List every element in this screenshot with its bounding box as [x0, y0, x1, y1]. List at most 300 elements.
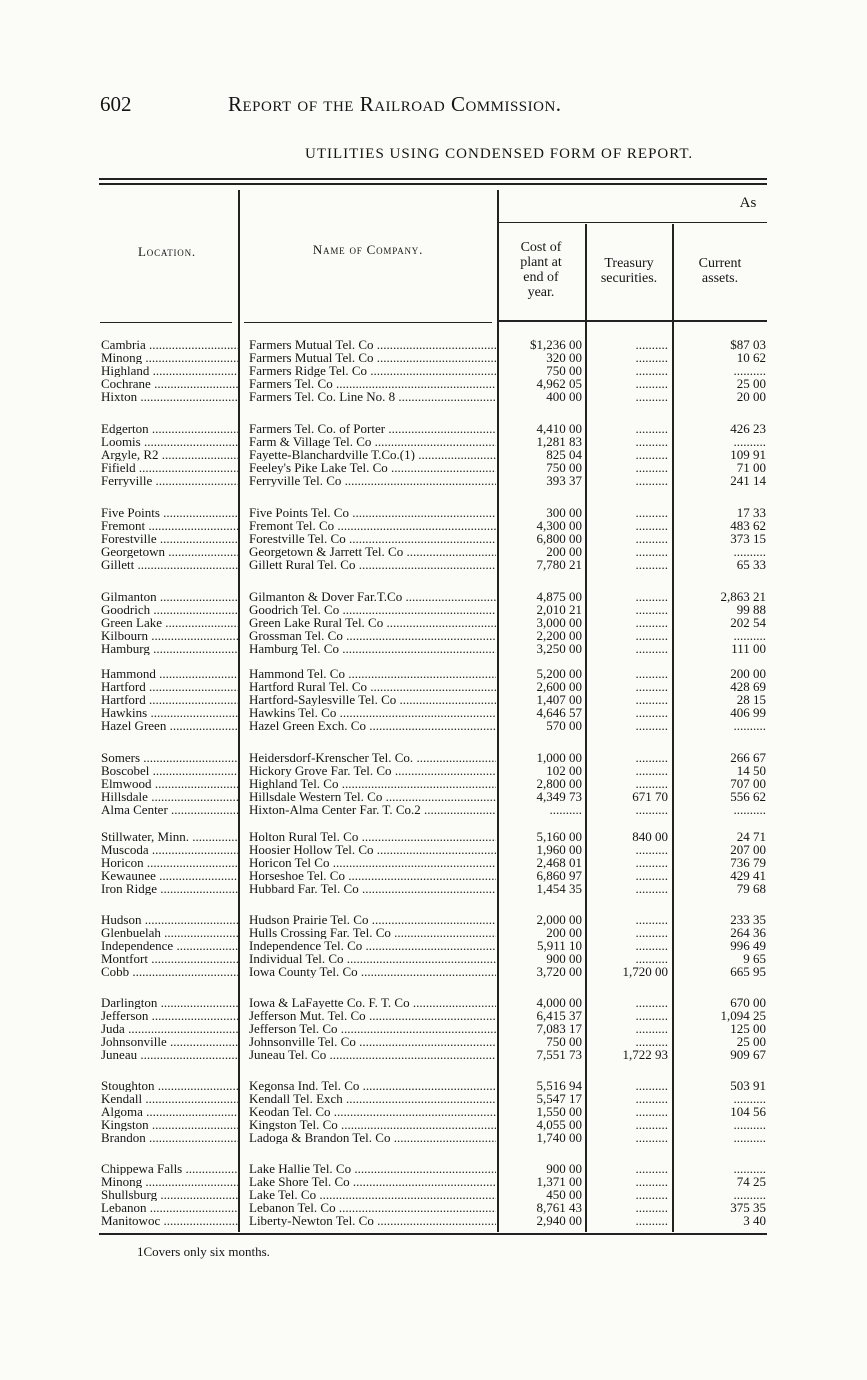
table-row — [0, 719, 867, 732]
group-rule — [499, 222, 767, 223]
company-cell: Hubbard Far. Tel. Co ..... — [249, 882, 496, 895]
treasury-cell: .......... — [635, 803, 668, 816]
table-row — [0, 1092, 867, 1105]
cost-cell: 2,010 21 — [536, 603, 582, 616]
cost-cell: 750 00 — [546, 1035, 582, 1048]
cost-cell: 900 00 — [546, 952, 582, 965]
current-cell: 79 68 — [736, 882, 766, 895]
cost-cell: 200 00 — [546, 926, 582, 939]
table-row — [0, 680, 867, 693]
table-row — [0, 843, 867, 856]
treasury-cell: .......... — [635, 1009, 668, 1022]
cost-cell: 5,160 00 — [536, 830, 582, 843]
company-cell: Juneau Tel. Co ..... — [249, 1048, 496, 1061]
cost-cell: 4,962 05 — [536, 377, 582, 390]
treasury-cell: .......... — [635, 545, 668, 558]
current-cell: 375 35 — [730, 1201, 766, 1214]
cost-header-line: plant at — [520, 255, 562, 270]
treasury-cell: .......... — [635, 422, 668, 435]
table-row — [0, 364, 867, 377]
group-header: As — [739, 195, 757, 211]
company-cell: Lake Tel. Co ..... — [249, 1188, 496, 1201]
company-cell: Ferryville Tel. Co ..... — [249, 474, 496, 487]
cost-cell: 5,200 00 — [536, 667, 582, 680]
current-cell: .......... — [733, 803, 766, 816]
company-cell: Hulls Crossing Far. Tel. Co ..... — [249, 926, 496, 939]
location-cell: Kendall ..... — [101, 1092, 238, 1105]
cost-cell: 2,800 00 — [536, 777, 582, 790]
current-cell: .......... — [733, 545, 766, 558]
current-cell: .......... — [733, 364, 766, 377]
location-cell: Jefferson ..... — [101, 1009, 238, 1022]
company-cell: Horseshoe Tel. Co ..... — [249, 869, 496, 882]
table-row — [0, 351, 867, 364]
location-cell: Johnsonville ..... — [101, 1035, 238, 1048]
treasury-cell: .......... — [635, 869, 668, 882]
current-header-line: Current — [698, 256, 742, 271]
current-cell: 65 33 — [736, 558, 766, 571]
treasury-cell: .......... — [635, 1201, 668, 1214]
current-cell: 3 40 — [743, 1214, 766, 1227]
row-group — [0, 422, 867, 487]
treasury-cell: .......... — [635, 843, 668, 856]
row-group — [0, 751, 867, 816]
company-cell: Heidersdorf-Krenscher Tel. Co. ..... — [249, 751, 496, 764]
table-row — [0, 913, 867, 926]
current-cell: 428 69 — [730, 680, 766, 693]
treasury-cell: .......... — [635, 351, 668, 364]
cost-cell: 3,250 00 — [536, 642, 582, 655]
location-cell: Horicon ..... — [101, 856, 238, 869]
company-header: Name of Company. — [312, 242, 424, 257]
table-row — [0, 751, 867, 764]
cost-cell: 7,780 21 — [536, 558, 582, 571]
treasury-cell: .......... — [635, 1188, 668, 1201]
company-cell: Hamburg Tel. Co ..... — [249, 642, 496, 655]
location-cell: Elmwood ..... — [101, 777, 238, 790]
cost-cell: $1,236 00 — [530, 338, 582, 351]
company-cell: Grossman Tel. Co ..... — [249, 629, 496, 642]
treasury-cell: .......... — [635, 1105, 668, 1118]
current-cell: 241 14 — [730, 474, 766, 487]
cost-cell: 4,410 00 — [536, 422, 582, 435]
treasury-cell: .......... — [635, 882, 668, 895]
bottom-rule — [99, 1233, 767, 1235]
company-cell: Lake Shore Tel. Co ..... — [249, 1175, 496, 1188]
current-cell: 736 79 — [730, 856, 766, 869]
cost-cell: 4,349 73 — [536, 790, 582, 803]
location-cell: Cobb ..... — [101, 965, 238, 978]
company-cell: Farmers Ridge Tel. Co ..... — [249, 364, 496, 377]
company-cell: Farmers Tel. Co. Line No. 8 ..... — [249, 390, 496, 403]
location-cell: Five Points ..... — [101, 506, 238, 519]
treasury-cell: .......... — [635, 519, 668, 532]
company-cell: Iowa & LaFayette Co. F. T. Co ..... — [249, 996, 496, 1009]
table-row — [0, 545, 867, 558]
table-row — [0, 435, 867, 448]
company-cell: Hammond Tel. Co ..... — [249, 667, 496, 680]
current-cell: 503 91 — [730, 1079, 766, 1092]
treasury-cell: .......... — [635, 364, 668, 377]
table-row — [0, 474, 867, 487]
current-cell: 373 15 — [730, 532, 766, 545]
table-row — [0, 338, 867, 351]
current-cell: 429 41 — [730, 869, 766, 882]
table-row — [0, 1022, 867, 1035]
location-cell: Kilbourn ..... — [101, 629, 238, 642]
cost-cell: .......... — [549, 803, 582, 816]
location-cell: Alma Center ..... — [101, 803, 238, 816]
row-group — [0, 913, 867, 978]
company-cell: Fayette-Blanchardville T.Co.(1) ..... — [249, 448, 496, 461]
treasury-cell: 840 00 — [632, 830, 668, 843]
current-cell: 9 65 — [743, 952, 766, 965]
cost-header — [500, 240, 582, 300]
cost-cell: 2,468 01 — [536, 856, 582, 869]
company-cell: Horicon Tel Co ..... — [249, 856, 496, 869]
location-cell: Hazel Green ..... — [101, 719, 238, 732]
company-underline — [244, 322, 492, 323]
treasury-cell: .......... — [635, 751, 668, 764]
cost-cell: 320 00 — [546, 351, 582, 364]
treasury-cell: .......... — [635, 1079, 668, 1092]
current-cell: .......... — [733, 435, 766, 448]
treasury-cell: .......... — [635, 706, 668, 719]
treasury-cell: .......... — [635, 1175, 668, 1188]
location-cell: Edgerton ..... — [101, 422, 238, 435]
current-cell: 14 50 — [736, 764, 766, 777]
location-cell: Fremont ..... — [101, 519, 238, 532]
treasury-cell: .......... — [635, 777, 668, 790]
current-cell: .......... — [733, 1118, 766, 1131]
cost-cell: 5,911 10 — [536, 939, 582, 952]
location-cell: Shullsburg ..... — [101, 1188, 238, 1201]
treasury-cell: .......... — [635, 506, 668, 519]
current-cell: 74 25 — [736, 1175, 766, 1188]
current-cell: 1,094 25 — [720, 1009, 766, 1022]
company-cell: Independence Tel. Co ..... — [249, 939, 496, 952]
treasury-cell: .......... — [635, 461, 668, 474]
company-cell: Fremont Tel. Co ..... — [249, 519, 496, 532]
company-cell: Forestville Tel. Co ..... — [249, 532, 496, 545]
company-cell: Hoosier Hollow Tel. Co ..... — [249, 843, 496, 856]
table-row — [0, 693, 867, 706]
company-cell: Individual Tel. Co ..... — [249, 952, 496, 965]
treasury-header-line: securities. — [600, 271, 658, 286]
current-cell: 556 62 — [730, 790, 766, 803]
location-cell: Hudson ..... — [101, 913, 238, 926]
current-cell: 665 95 — [730, 965, 766, 978]
location-cell: Kingston ..... — [101, 1118, 238, 1131]
row-group — [0, 1079, 867, 1144]
table-row — [0, 616, 867, 629]
table-row — [0, 777, 867, 790]
current-cell: 24 71 — [736, 830, 766, 843]
company-cell: Farmers Tel. Co ..... — [249, 377, 496, 390]
treasury-cell: .......... — [635, 1118, 668, 1131]
company-cell: Kingston Tel. Co ..... — [249, 1118, 496, 1131]
company-cell: Highland Tel. Co ..... — [249, 777, 496, 790]
row-group — [0, 830, 867, 895]
treasury-cell: .......... — [635, 642, 668, 655]
company-cell: Liberty-Newton Tel. Co ..... — [249, 1214, 496, 1227]
current-cell: 99 88 — [736, 603, 766, 616]
location-cell: Gilmanton ..... — [101, 590, 238, 603]
current-cell: 25 00 — [736, 1035, 766, 1048]
company-cell: Green Lake Rural Tel. Co ..... — [249, 616, 496, 629]
table-row — [0, 1131, 867, 1144]
treasury-cell: .......... — [635, 338, 668, 351]
treasury-cell: .......... — [635, 435, 668, 448]
current-cell: 264 36 — [730, 926, 766, 939]
current-cell: 483 62 — [730, 519, 766, 532]
cost-cell: 2,940 00 — [536, 1214, 582, 1227]
location-cell: Fifield ..... — [101, 461, 238, 474]
table-row — [0, 629, 867, 642]
treasury-cell: .......... — [635, 448, 668, 461]
treasury-cell: .......... — [635, 693, 668, 706]
treasury-cell: 1,722 93 — [622, 1048, 668, 1061]
location-cell: Stillwater, Minn. ..... — [101, 830, 238, 843]
location-cell: Glenbuelah ..... — [101, 926, 238, 939]
company-cell: Jefferson Tel. Co ..... — [249, 1022, 496, 1035]
treasury-cell: 671 70 — [632, 790, 668, 803]
treasury-cell: .......... — [635, 532, 668, 545]
current-cell: 71 00 — [736, 461, 766, 474]
table-row — [0, 869, 867, 882]
table-row — [0, 764, 867, 777]
row-group — [0, 667, 867, 732]
company-cell: Farmers Mutual Tel. Co ..... — [249, 351, 496, 364]
cost-cell: 750 00 — [546, 461, 582, 474]
table-row — [0, 558, 867, 571]
top-rule-2 — [99, 183, 767, 185]
current-cell: .......... — [733, 719, 766, 732]
location-cell: Hawkins ..... — [101, 706, 238, 719]
table-row — [0, 996, 867, 1009]
cost-cell: 1,960 00 — [536, 843, 582, 856]
cost-header-line: Cost of — [520, 240, 562, 255]
table-row — [0, 926, 867, 939]
table-row — [0, 1188, 867, 1201]
table-row — [0, 1048, 867, 1061]
location-cell: Algoma ..... — [101, 1105, 238, 1118]
cost-cell: 3,000 00 — [536, 616, 582, 629]
treasury-cell: .......... — [635, 1022, 668, 1035]
location-cell: Minong ..... — [101, 1175, 238, 1188]
location-cell: Manitowoc ..... — [101, 1214, 238, 1227]
location-cell: Muscoda ..... — [101, 843, 238, 856]
current-cell: 406 99 — [730, 706, 766, 719]
table-row — [0, 603, 867, 616]
cost-cell: 3,720 00 — [536, 965, 582, 978]
cost-cell: 6,860 97 — [536, 869, 582, 882]
table-row — [0, 377, 867, 390]
company-cell: Hickory Grove Far. Tel. Co ..... — [249, 764, 496, 777]
location-cell: Green Lake ..... — [101, 616, 238, 629]
company-cell: Hixton-Alma Center Far. T. Co.2 ..... — [249, 803, 496, 816]
treasury-cell: .......... — [635, 377, 668, 390]
location-cell: Hartford ..... — [101, 680, 238, 693]
cost-cell: 4,000 00 — [536, 996, 582, 1009]
current-cell: 707 00 — [730, 777, 766, 790]
header-rule — [497, 320, 767, 322]
company-cell: Hillsdale Western Tel. Co ..... — [249, 790, 496, 803]
location-cell: Hammond ..... — [101, 667, 238, 680]
company-cell: Ladoga & Brandon Tel. Co ..... — [249, 1131, 496, 1144]
cost-cell: 6,800 00 — [536, 532, 582, 545]
footnote: 1Covers only six months. — [137, 1244, 270, 1259]
location-cell: Kewaunee ..... — [101, 869, 238, 882]
table-row — [0, 1009, 867, 1022]
table-row — [0, 803, 867, 816]
table-row — [0, 882, 867, 895]
table-row — [0, 422, 867, 435]
table-row — [0, 1079, 867, 1092]
cost-cell: 2,000 00 — [536, 913, 582, 926]
treasury-cell: .......... — [635, 1131, 668, 1144]
table-row — [0, 1175, 867, 1188]
cost-cell: 1,000 00 — [536, 751, 582, 764]
treasury-cell: .......... — [635, 856, 668, 869]
current-cell: 202 54 — [730, 616, 766, 629]
treasury-cell: .......... — [635, 996, 668, 1009]
location-cell: Highland ..... — [101, 364, 238, 377]
treasury-cell: .......... — [635, 390, 668, 403]
cost-cell: 900 00 — [546, 1162, 582, 1175]
running-head: Report of the Railroad Commission. — [228, 92, 562, 116]
current-cell: 909 67 — [730, 1048, 766, 1061]
location-cell: Cochrane ..... — [101, 377, 238, 390]
current-cell: 111 00 — [731, 642, 766, 655]
top-rule — [99, 178, 767, 180]
location-cell: Boscobel ..... — [101, 764, 238, 777]
company-cell: Feeley's Pike Lake Tel. Co ..... — [249, 461, 496, 474]
location-cell: Darlington ..... — [101, 996, 238, 1009]
table-row — [0, 965, 867, 978]
current-cell: 20 00 — [736, 390, 766, 403]
cost-cell: 7,551 73 — [536, 1048, 582, 1061]
location-cell: Loomis ..... — [101, 435, 238, 448]
treasury-cell: .......... — [635, 1214, 668, 1227]
treasury-cell: .......... — [635, 926, 668, 939]
location-cell: Hamburg ..... — [101, 642, 238, 655]
current-cell: 10 62 — [736, 351, 766, 364]
cost-cell: 200 00 — [546, 545, 582, 558]
location-cell: Argyle, R2 ..... — [101, 448, 238, 461]
company-cell: Lebanon Tel. Co ..... — [249, 1201, 496, 1214]
table-row — [0, 952, 867, 965]
company-cell: Jefferson Mut. Tel. Co ..... — [249, 1009, 496, 1022]
location-cell: Gillett ..... — [101, 558, 238, 571]
cost-cell: 2,600 00 — [536, 680, 582, 693]
location-cell: Juneau ..... — [101, 1048, 238, 1061]
cost-cell: 1,407 00 — [536, 693, 582, 706]
treasury-cell: .......... — [635, 952, 668, 965]
treasury-cell: .......... — [635, 913, 668, 926]
cost-cell: 300 00 — [546, 506, 582, 519]
company-cell: Hudson Prairie Tel. Co ..... — [249, 913, 496, 926]
current-cell: .......... — [733, 1188, 766, 1201]
table-row — [0, 519, 867, 532]
cost-cell: 5,547 17 — [536, 1092, 582, 1105]
table-row — [0, 448, 867, 461]
page-number: 602 — [100, 92, 132, 116]
company-cell: Keodan Tel. Co ..... — [249, 1105, 496, 1118]
table-row — [0, 790, 867, 803]
cost-header-line: end of — [523, 270, 559, 285]
current-cell: $87 03 — [730, 338, 766, 351]
company-cell: Kegonsa Ind. Tel. Co ..... — [249, 1079, 496, 1092]
row-group — [0, 506, 867, 571]
treasury-cell: .......... — [635, 680, 668, 693]
treasury-cell: .......... — [635, 1162, 668, 1175]
cost-cell: 102 00 — [546, 764, 582, 777]
treasury-cell: .......... — [635, 1092, 668, 1105]
location-cell: Hillsdale ..... — [101, 790, 238, 803]
treasury-cell: 1,720 00 — [622, 965, 668, 978]
table-row — [0, 590, 867, 603]
company-cell: Kendall Tel. Exch ..... — [249, 1092, 496, 1105]
company-cell: Farm & Village Tel. Co ..... — [249, 435, 496, 448]
location-cell: Minong ..... — [101, 351, 238, 364]
cost-cell: 4,646 57 — [536, 706, 582, 719]
location-cell: Brandon ..... — [101, 1131, 238, 1144]
table-row — [0, 506, 867, 519]
company-cell: Hazel Green Exch. Co ..... — [249, 719, 496, 732]
treasury-cell: .......... — [635, 1035, 668, 1048]
company-cell: Goodrich Tel. Co ..... — [249, 603, 496, 616]
current-cell: .......... — [733, 1131, 766, 1144]
treasury-header — [587, 256, 671, 286]
cost-cell: 400 00 — [546, 390, 582, 403]
company-cell: Iowa County Tel. Co ..... — [249, 965, 496, 978]
current-cell: 109 91 — [730, 448, 766, 461]
location-cell: Chippewa Falls ..... — [101, 1162, 238, 1175]
table-row — [0, 1162, 867, 1175]
location-cell: Somers ..... — [101, 751, 238, 764]
row-group — [0, 338, 867, 403]
current-cell: 104 56 — [730, 1105, 766, 1118]
location-cell: Hartford ..... — [101, 693, 238, 706]
current-header — [674, 256, 766, 286]
current-cell: .......... — [733, 1162, 766, 1175]
location-underline — [100, 322, 232, 323]
treasury-cell: .......... — [635, 667, 668, 680]
location-cell: Stoughton ..... — [101, 1079, 238, 1092]
location-cell: Ferryville ..... — [101, 474, 238, 487]
cost-cell: 450 00 — [546, 1188, 582, 1201]
location-cell: Georgetown ..... — [101, 545, 238, 558]
treasury-header-line: Treasury — [604, 256, 654, 271]
company-cell: Farmers Mutual Tel. Co ..... — [249, 338, 496, 351]
treasury-cell: .......... — [635, 558, 668, 571]
current-cell: 670 00 — [730, 996, 766, 1009]
company-cell: Farmers Tel. Co. of Porter ..... — [249, 422, 496, 435]
cost-cell: 393 37 — [546, 474, 582, 487]
company-cell: Gillett Rural Tel. Co ..... — [249, 558, 496, 571]
current-cell: 17 33 — [736, 506, 766, 519]
treasury-cell: .......... — [635, 616, 668, 629]
table-row — [0, 642, 867, 655]
cost-cell: 1,550 00 — [536, 1105, 582, 1118]
cost-cell: 6,415 37 — [536, 1009, 582, 1022]
location-header: Location. — [138, 244, 196, 259]
company-cell: Hartford-Saylesville Tel. Co ..... — [249, 693, 496, 706]
location-cell: Montfort ..... — [101, 952, 238, 965]
table-row — [0, 1105, 867, 1118]
location-cell: Lebanon ..... — [101, 1201, 238, 1214]
